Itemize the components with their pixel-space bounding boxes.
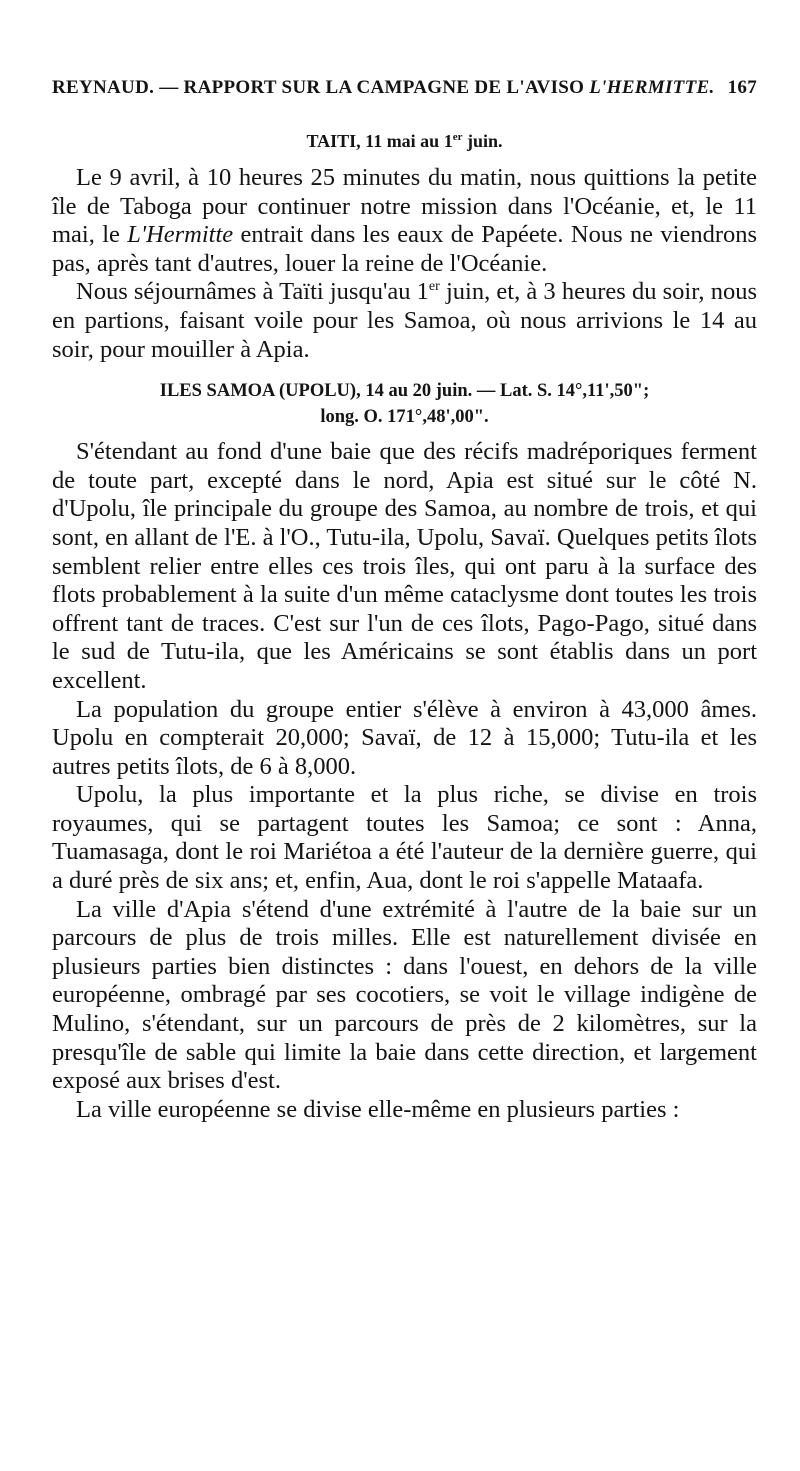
paragraph: Le 9 avril, à 10 heures 25 minutes du matin, nous quittions la petite île de Taboga pour continuer notre mission dans l'Océanie, et, le 11 mai, le L'Hermitte entrait dans les eaux de Papéete. Nous ne viendrons pas, après tant d'autres, louer la reine de l'Océanie. — [52, 164, 758, 277]
ship-name: L'Hermitte — [127, 221, 234, 249]
ship-name: L'HERMITTE. — [589, 77, 715, 98]
paragraph: Nous séjournâmes à Taïti jusqu'au 1er juin, et, à 3 heures du soir, nous en partions, faisant voile pour les Samoa, où nous arrivions le 14 au soir, pour mouiller à Apia. — [52, 278, 757, 363]
tahiti-section-title: TAITI, 11 mai au 1er juin. — [306, 131, 503, 151]
samoa-title-line: long. O. 171°,48',00". — [320, 407, 489, 428]
paragraph: Upolu, la plus importante et la plus riche, se divise en trois royaumes, qui se partagent toutes les Samoa; ce sont : Anna, Tuamasaga, dont le roi Mariétoa a été l'auteur de la dernière guerre, qui a duré près de six ans; et, enfin, Aua, dont le roi s'appelle Mataafa. — [52, 781, 757, 895]
paragraph: La ville européenne se divise elle-même en plusieurs parties : — [76, 1095, 680, 1123]
samoa-title-line: ILES SAMOA (UPOLU), 14 au 20 juin. — Lat. S. 14°,11',50"; — [159, 381, 650, 402]
page — [52, 74, 757, 1124]
page-number: 167 — [727, 77, 757, 98]
paragraph: La population du groupe entier s'élève à environ à 43,000 âmes. Upolu en compterait 20,000; Savaï, de 12 à 15,000; Tutu-ila et les autres petits îlots, de 6 à 8,000. — [52, 695, 757, 780]
paragraph: S'étendant au fond d'une baie que des récifs madréporiques ferment de toute part, excepté dans le nord, Apia est situé sur le côté N. d'Upolu, île principale du groupe des Samoa, au nombre de trois, et qui sont, en allant de l'E. à l'O., Tutu-ila, Upolu, Savaï. Quelques petits îlots semblent relier entre elles ces trois îles, qui ont paru à la surface des flots probablement à la suite d'un même cataclysme dont toutes les trois offrent tant de traces. C'est sur l'un de ces îlots, Pago-Pago, situé dans le sud de Tutu-ila, que les Américains se sont établis dans un port excellent. — [52, 438, 757, 694]
running-head — [52, 74, 757, 102]
paragraph: La ville d'Apia s'étend d'une extrémité à l'autre de la baie sur un parcours de plus de trois milles. Elle est naturellement divisée en plusieurs parties bien distinctes : dans l'ouest, en dehors de la ville européenne, ombragé par ses cocotiers, se voit le village indigène de Mulino, s'étendant, sur un parcours de près de 2 kilomètres, sur la presqu'île de sable qui limite la baie dans cette direction, et largement exposé aux brises d'est. — [52, 895, 757, 1095]
samoa-section-title — [52, 378, 757, 430]
running-head-title: REYNAUD. — RAPPORT SUR LA CAMPAGNE DE L'AVISO L'HERMITTE. — [52, 77, 715, 98]
